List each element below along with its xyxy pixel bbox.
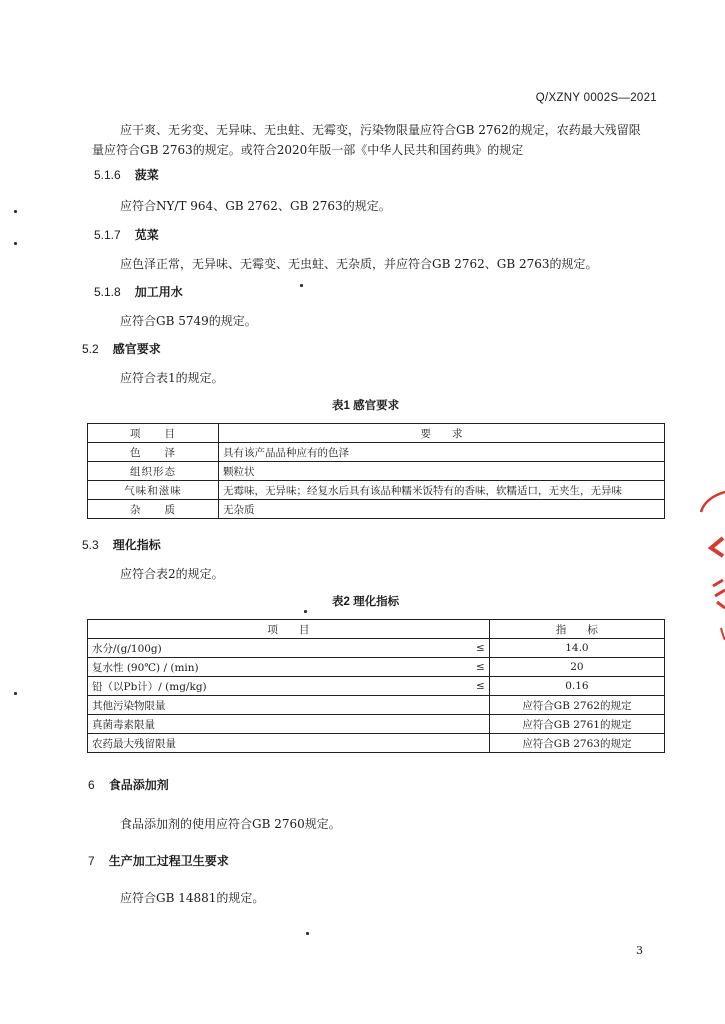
table-cell: 14.0 [489, 639, 664, 658]
section-title: 苋菜 [134, 228, 159, 242]
section-title: 加工用水 [134, 285, 183, 299]
section-6-heading [88, 776, 169, 793]
table-row [88, 500, 665, 519]
section-5-1-7-body: 应色泽正常，无异味、无霉变、无虫蛀、无杂质，并应符合GB 2762、GB 2763的规定。 [120, 257, 598, 271]
table-row [88, 462, 665, 481]
table1-caption: 表1 感官要求 [332, 400, 400, 412]
table-header-row [88, 424, 665, 443]
table-header-cell: 要 求 [219, 424, 665, 443]
section-number: 5.1.7 [94, 228, 121, 242]
table-row [88, 696, 665, 715]
sensory-requirements-table [87, 423, 665, 519]
table2-caption: 表2 理化指标 [332, 596, 400, 608]
section-number: 5.2 [82, 342, 99, 356]
table-cell: 气味和滋味 [88, 481, 219, 500]
scan-speck [300, 284, 303, 287]
section-number: 5.1.6 [94, 168, 121, 182]
section-title: 生产加工过程卫生要求 [108, 854, 229, 868]
page-number: 3 [636, 944, 643, 957]
table-cell: 真菌毒素限量 [88, 715, 490, 734]
table-cell: 水分/(g/100g) [88, 639, 465, 658]
table-cell: 杂 质 [88, 500, 219, 519]
section-5-3-heading [82, 536, 161, 553]
section-title: 感官要求 [112, 342, 161, 356]
intro-paragraph-line2: 量应符合GB 2763的规定。或符合2020年版一部《中华人民共和国药典》的规定 [92, 143, 524, 157]
table-cell: 复水性 (90℃) / (min) [88, 658, 465, 677]
document-code: Q/XZNY 0002S—2021 [535, 92, 657, 104]
table-cell-operator: ≤ [465, 639, 490, 658]
physicochemical-indicators-table [87, 619, 665, 753]
section-5-1-7-heading [94, 226, 159, 243]
section-5-1-8-body: 应符合GB 5749的规定。 [120, 314, 257, 328]
table-row [88, 481, 665, 500]
section-number: 7 [88, 854, 95, 868]
table-cell: 颗粒状 [219, 462, 665, 481]
red-seal-stamp-fragment [695, 490, 725, 640]
table-cell: 其他污染物限量 [88, 696, 490, 715]
table-row [88, 443, 665, 462]
table-header-cell: 项 目 [88, 620, 490, 639]
section-title: 菠菜 [134, 168, 159, 182]
section-5-2-heading [82, 340, 161, 357]
section-5-1-8-heading [94, 283, 183, 300]
section-5-1-6-body: 应符合NY/T 964、GB 2762、GB 2763的规定。 [120, 199, 391, 213]
table-cell: 无霉味，无异味；经复水后具有该品种糯米饭特有的香味，软糯适口，无夹生，无异味 [219, 481, 665, 500]
table-cell-operator: ≤ [465, 677, 490, 696]
table-header-cell: 项 目 [88, 424, 219, 443]
scan-speck [14, 242, 17, 245]
section-number: 5.3 [82, 538, 99, 552]
section-number: 5.1.8 [94, 285, 121, 299]
table-cell: 0.16 [489, 677, 664, 696]
section-7-body: 应符合GB 14881的规定。 [120, 891, 265, 905]
section-number: 6 [88, 778, 95, 792]
scan-speck [14, 210, 17, 213]
scan-speck [304, 610, 307, 613]
table-cell: 20 [489, 658, 664, 677]
section-title: 食品添加剂 [108, 778, 169, 792]
table-cell: 应符合GB 2762的规定 [489, 696, 664, 715]
table-cell: 组织形态 [88, 462, 219, 481]
table-header-cell: 指 标 [489, 620, 664, 639]
section-5-2-body: 应符合表1的规定。 [120, 371, 224, 385]
scan-speck [306, 932, 309, 935]
table-row [88, 677, 665, 696]
table-cell: 无杂质 [219, 500, 665, 519]
table-cell: 农药最大残留限量 [88, 734, 490, 753]
table-row [88, 734, 665, 753]
table-row [88, 639, 665, 658]
table-row [88, 715, 665, 734]
intro-paragraph-line1: 应干爽、无劣变、无异味、无虫蛀、无霉变，污染物限量应符合GB 2762的规定，农药最大残留限 [120, 123, 641, 137]
table-cell: 色 泽 [88, 443, 219, 462]
scan-speck [14, 692, 17, 695]
section-5-3-body: 应符合表2的规定。 [120, 567, 224, 581]
table-cell-operator: ≤ [465, 658, 490, 677]
table-header-row [88, 620, 665, 639]
section-6-body: 食品添加剂的使用应符合GB 2760规定。 [120, 817, 341, 831]
table-cell: 应符合GB 2763的规定 [489, 734, 664, 753]
section-7-heading [88, 852, 229, 869]
table-row [88, 658, 665, 677]
table-cell: 应符合GB 2761的规定 [489, 715, 664, 734]
section-5-1-6-heading [94, 166, 159, 183]
table-cell: 具有该产品品种应有的色泽 [219, 443, 665, 462]
table-cell: 铅（以Pb计）/ (mg/kg) [88, 677, 465, 696]
section-title: 理化指标 [112, 538, 161, 552]
